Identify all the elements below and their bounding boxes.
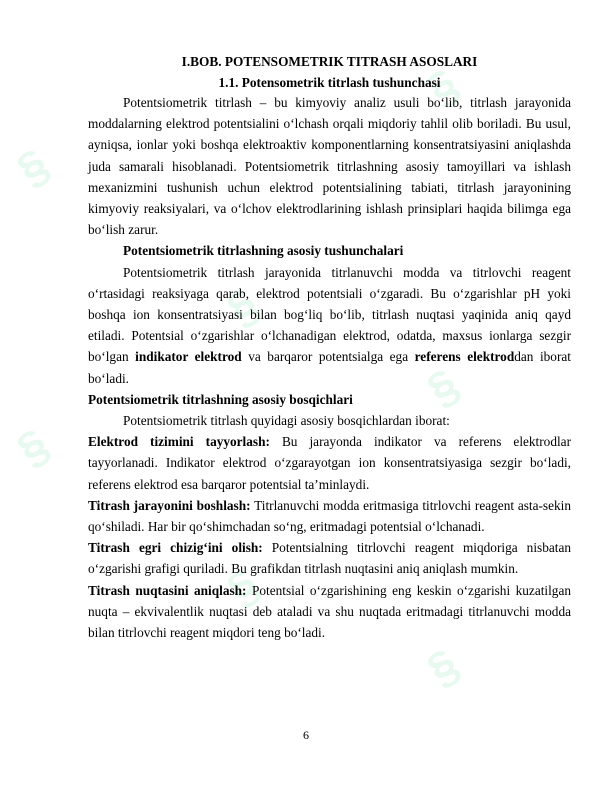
step-label: Titrash egri chizigʻini olish: bbox=[88, 540, 263, 556]
page-number: 6 bbox=[303, 728, 309, 742]
watermark-icon: § bbox=[7, 418, 59, 476]
chapter-heading: I.BOB. POTENSOMETRIK TITRASH ASOSLARI bbox=[181, 54, 478, 69]
paragraph-intro: Potentsiometrik titrlash – bu kimyoviy analiz usuli boʻlib, titrlash jarayonida moddalarning elektrod potentsialini oʻlchash orqali miqdoriy tahlil olib boriladi. Bu usul, ayniqsa, ionlar yoki boshqa elektroaktiv komponentlarning konsentratsiyasini aniqlashda juda samarali hisoblanadi. Potentsiometrik titrlashning asosiy tamoyillari va ishlash mexanizmini tushunish uchun elektrod potentsialining tabiati, titrlash jarayonining kimyoviy reaksiyalari, va oʻlchov elektrodlarining ishlash prinsiplari haqida bilimga ega boʻlish zarur. bbox=[88, 95, 571, 238]
term-indicator-electrode: indikator elektrod bbox=[135, 349, 242, 365]
watermark-icon: § bbox=[417, 638, 469, 696]
paragraph-concepts bbox=[88, 262, 571, 389]
section-heading: 1.1. Potensometrik titrlash tushunchasi bbox=[218, 75, 441, 90]
subsection-title-concepts: Potentsiometrik titrlashning asosiy tushunchalari bbox=[123, 243, 404, 259]
term-reference-electrode: referens elektrod bbox=[414, 349, 515, 365]
step-item bbox=[88, 495, 571, 537]
step-text: Potentsial oʻzgarishining eng keskin oʻzgarishi kuzatilgan nuqta – ekvivalentlik nuqtasi deb ataladi va shu nuqtada eritmadagi titrlanuvchi modda bilan titrlovchi reagent miqdori teng boʻladi. bbox=[88, 582, 571, 641]
step-label: Titrash jarayonini boshlash: bbox=[88, 497, 251, 513]
step-text: Titrlanuvchi modda eritmasiga titrlovchi reagent asta-sekin qoʻshiladi. Har bir qoʻshimchadan soʻng, eritmadagi potentsial oʻlchanadi. bbox=[88, 497, 572, 535]
step-item bbox=[88, 537, 571, 579]
step-label: Elektrod tizimini tayyorlash: bbox=[88, 434, 270, 450]
page-body bbox=[88, 53, 571, 643]
watermark-icon: § bbox=[417, 358, 469, 416]
watermark-icon: § bbox=[417, 58, 469, 116]
subsection-title-steps: Potentsiometrik titrlashning asosiy bosqichlari bbox=[88, 391, 353, 407]
watermark-icon: § bbox=[217, 278, 269, 336]
paragraph-steps-intro: Potentsiometrik titrlash quyidagi asosiy bosqichlardan iborat: bbox=[123, 413, 450, 429]
step-text: Bu jarayonda indikator va referens elektrodlar tayyorlanadi. Indikator elektrod oʻzgarayotgan ion konsentratsiyasiga sezgir boʻladi, referens elektrod esa barqaror potentsial taʼminlaydi. bbox=[88, 434, 572, 492]
paragraph-text: Potentsiometrik titrlash jarayonida titrlanuvchi modda va titrlovchi reagent oʻrtasidagi reaksiyaga qarab, elektrod potentsiali oʻzgaradi. Bu oʻzgarishlar pH yoki boshqa ion konsentratsiyasi bilan bogʻliq boʻlib, titrlash nuqtasi yaqinida aniq qayd etiladi. Potentsial oʻzgarishlar oʻlchanadigan elektrod, odatda, maxsus ionlarga sezgir boʻlgan bbox=[88, 264, 571, 365]
paragraph-text: dan iborat boʻladi. bbox=[88, 349, 571, 386]
step-item bbox=[88, 431, 571, 495]
step-text: Potentsialning titrlovchi reagent miqdoriga nisbatan oʻzgarishi grafigi quriladi. Bu grafikdan titrlash nuqtasini aniq aniqlash mumkin. bbox=[88, 540, 571, 577]
watermark-icon: § bbox=[7, 138, 59, 196]
step-label: Titrash nuqtasini aniqlash: bbox=[88, 582, 247, 598]
paragraph-text: va barqaror potentsialga ega bbox=[241, 349, 415, 365]
step-item bbox=[88, 580, 571, 644]
watermark-icon: § bbox=[217, 558, 269, 616]
